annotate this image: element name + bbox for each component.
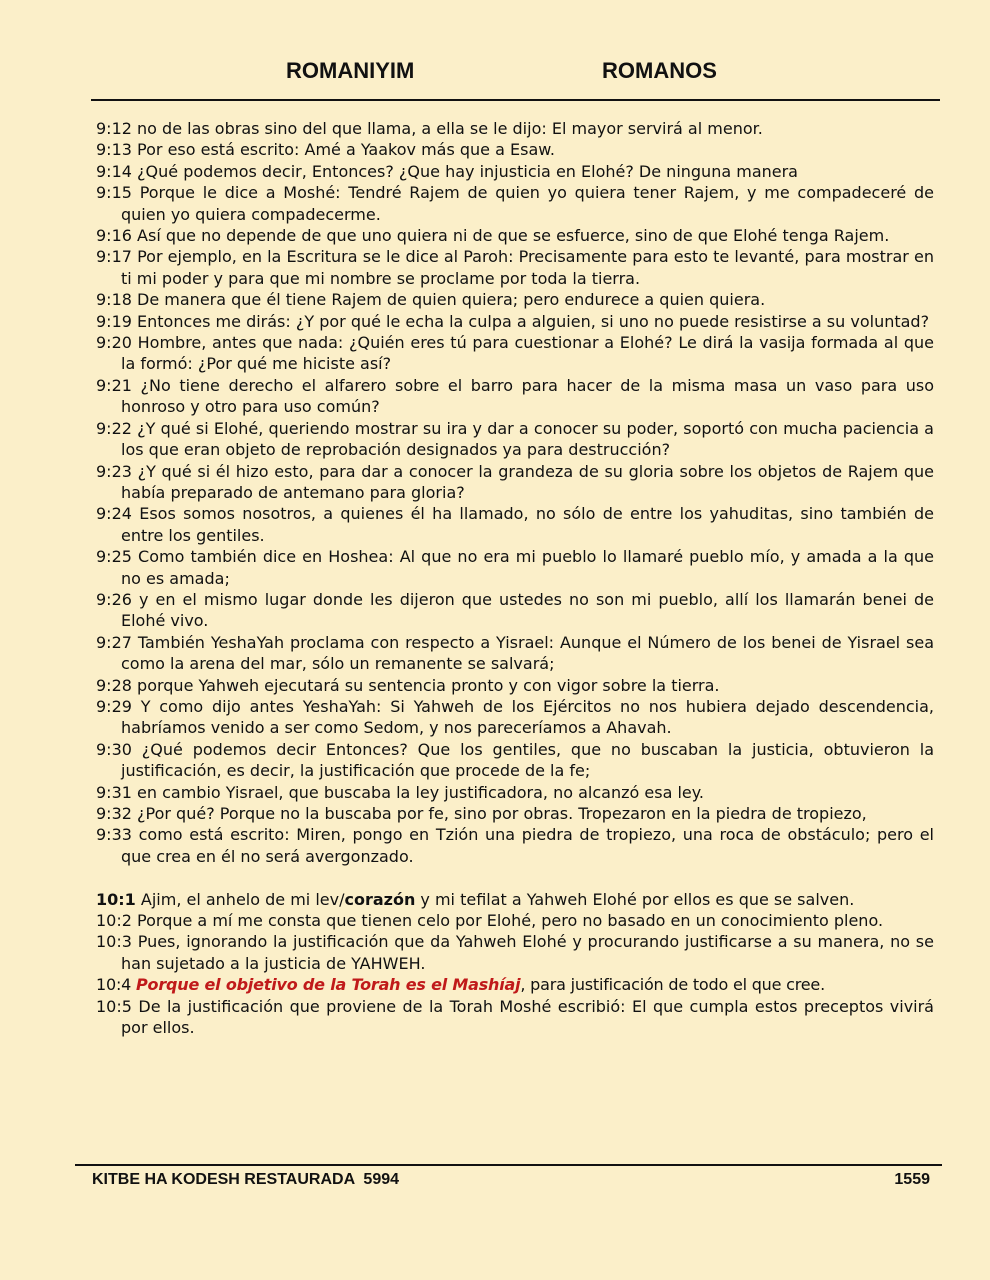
- verse-number: 9:25: [96, 547, 132, 567]
- verse-text: ¿Y qué si él hizo esto, para dar a conocer la grandeza de su gloria sobre los objetos de Rajem que había preparado de antemano para gloria?: [121, 461, 934, 502]
- verse: [96, 675, 934, 696]
- verse-text: También YeshaYah proclama con respecto a Yisrael: Aunque el Número de los benei de Yisrael sea como la arena del mar, sólo un remanente se salvará;: [121, 632, 935, 674]
- verse: [96, 332, 934, 375]
- verse-number: 9:15: [96, 183, 132, 203]
- verse: [96, 503, 934, 546]
- verse-text: y mi tefilat a Yahweh Elohé por ellos es que se salven.: [415, 889, 855, 909]
- verse: [96, 461, 934, 504]
- verse: [96, 182, 934, 225]
- verse-number: 9:32: [96, 804, 132, 823]
- scripture-text: [96, 118, 934, 1038]
- verse-text: Como también dice en Hoshea: Al que no era mi pueblo lo llamaré pueblo mío, y amada a la que no es amada;: [121, 547, 934, 588]
- footer-title: KITBE HA KODESH RESTAURADA 5994: [92, 1171, 400, 1188]
- verse: [96, 225, 934, 246]
- verse: [96, 824, 934, 867]
- verse-text: , para justificación de todo el que cree.: [520, 975, 825, 995]
- verse: [96, 974, 934, 995]
- verse-text: como está escrito: Miren, pongo en Tzión una piedra de tropiezo, una roca de obstáculo; pero el que crea en él no será avergonzado.: [121, 825, 934, 866]
- verse: [96, 589, 934, 632]
- verse-number: 9:29: [96, 696, 132, 716]
- verse: [96, 632, 934, 675]
- verse: [96, 311, 934, 332]
- verse: [96, 418, 934, 461]
- verse-text: Pues, ignorando la justificación que da Yahweh Elohé y procurando justificarse a su manera, no se han sujetado a la justicia de YAHWEH.: [121, 932, 934, 973]
- verse: [96, 803, 934, 824]
- verse-text: De la justificación que proviene de la Torah Moshé escribió: El que cumpla estos preceptos vivirá por ellos.: [121, 996, 934, 1038]
- verse-number: 9:19: [96, 311, 132, 331]
- verse-text-highlight: Porque el objetivo de la Torah es el Mashíaj: [136, 975, 521, 995]
- verse: [96, 161, 934, 182]
- verse: [96, 889, 934, 910]
- verse-number: 9:30: [96, 739, 132, 759]
- verse: [96, 696, 934, 739]
- verse-number: 9:12: [96, 119, 132, 138]
- verse-text: Ajim, el anhelo de mi lev/: [140, 889, 345, 909]
- verse: [96, 118, 934, 139]
- verse-number: 10:3: [96, 932, 132, 952]
- verse-text: Por ejemplo, en la Escritura se le dice al Paroh: Precisamente para esto te levanté, para mostrar en ti mi poder y para que mi nombre se proclame por toda la tierra.: [121, 247, 934, 288]
- verse-number: 9:28: [96, 675, 132, 695]
- verse: [96, 782, 934, 803]
- verse: [96, 739, 934, 782]
- verse-number: 9:26: [96, 589, 132, 609]
- verse-text: ¿Y qué si Elohé, queriendo mostrar su ira y dar a conocer su poder, soportó con mucha paciencia a los que eran objeto de reprobación designados ya para destrucción?: [121, 418, 934, 460]
- verse-number: 10:4: [96, 975, 132, 995]
- header-book-spanish: ROMANOS: [602, 58, 717, 83]
- verse-text-bold: corazón: [344, 889, 416, 909]
- verse-text: Esos somos nosotros, a quienes él ha llamado, no sólo de entre los yahuditas, sino también de entre los gentiles.: [121, 504, 934, 545]
- verse-number: 10:5: [96, 996, 132, 1016]
- footer-rule: [75, 1164, 942, 1166]
- verse-number: 9:23: [96, 461, 132, 481]
- verse-number: 9:27: [96, 632, 132, 652]
- verse-number: 9:24: [96, 504, 132, 524]
- verse-text: en cambio Yisrael, que buscaba la ley justificadora, no alcanzó esa ley.: [137, 782, 705, 802]
- verse-text: ¿No tiene derecho el alfarero sobre el barro para hacer de la misma masa un vaso para uso honroso y otro para uso común?: [121, 375, 934, 417]
- verse-text: Y como dijo antes YeshaYah: Si Yahweh de los Ejércitos no nos hubiera dejado descendencia, habríamos venido a ser como Sedom, y nos pareceríamos a Ahavah.: [121, 696, 935, 738]
- verse-number: 9:31: [96, 782, 132, 802]
- verse: [96, 931, 934, 974]
- verse-text: Así que no depende de que uno quiera ni de que se esfuerce, sino de que Elohé tenga Rajem.: [137, 226, 890, 246]
- header-book-hebrew: ROMANIYIM: [286, 58, 415, 83]
- verse-number: 9:14: [96, 161, 132, 181]
- verse-text: Porque a mí me consta que tienen celo por Elohé, pero no basado en un conocimiento pleno.: [137, 911, 884, 931]
- header-rule: [91, 99, 940, 101]
- verse: [96, 910, 934, 931]
- verse-number: 9:13: [96, 140, 132, 160]
- verse-text: De manera que él tiene Rajem de quien quiera; pero endurece a quien quiera.: [137, 290, 766, 310]
- verse-text: Por eso está escrito: Amé a Yaakov más que a Esaw.: [137, 140, 555, 160]
- verse-text: y en el mismo lugar donde les dijeron que ustedes no son mi pueblo, allí los llamarán benei de Elohé vivo.: [121, 589, 935, 631]
- page-header: [0, 58, 990, 90]
- chapter-verse-number: 10:1: [96, 889, 136, 909]
- verse-text: Porque le dice a Moshé: Tendré Rajem de quien yo quiera tener Rajem, y me compadeceré de quien yo quiera compadecerme.: [121, 183, 935, 224]
- verse: [96, 375, 934, 418]
- verse-text: no de las obras sino del que llama, a ella se le dijo: El mayor servirá al menor.: [137, 119, 763, 138]
- chapter-gap: [96, 867, 934, 888]
- verse-text: ¿Qué podemos decir Entonces? Que los gentiles, que no buscaban la justicia, obtuvieron la justificación, es decir, la justificación que procede de la fe;: [121, 739, 934, 781]
- verse-number: 9:17: [96, 247, 132, 267]
- verse: [96, 996, 934, 1039]
- verse-text: ¿Por qué? Porque no la buscaba por fe, sino por obras. Tropezaron en la piedra de tropiezo,: [137, 804, 867, 823]
- page-number: 1559: [894, 1171, 930, 1188]
- verse-number: 9:21: [96, 375, 132, 395]
- verse: [96, 139, 934, 160]
- verse-number: 9:22: [96, 418, 132, 438]
- verse: [96, 289, 934, 310]
- verse-text: ¿Qué podemos decir, Entonces? ¿Que hay injusticia en Elohé? De ninguna manera: [137, 161, 798, 181]
- verse-number: 9:18: [96, 290, 132, 310]
- verse-number: 9:20: [96, 333, 132, 353]
- verse-text: Hombre, antes que nada: ¿Quién eres tú para cuestionar a Elohé? Le dirá la vasija formada al que la formó: ¿Por qué me hiciste así?: [121, 333, 934, 374]
- verse-text: porque Yahweh ejecutará su sentencia pronto y con vigor sobre la tierra.: [137, 675, 720, 695]
- verse-number: 9:16: [96, 226, 132, 246]
- page-footer: [0, 1171, 990, 1195]
- verse: [96, 546, 934, 589]
- verse-number: 9:33: [96, 825, 132, 845]
- verse-text: Entonces me dirás: ¿Y por qué le echa la culpa a alguien, si uno no puede resistirse a su voluntad?: [137, 311, 930, 331]
- verse: [96, 246, 934, 289]
- verse-number: 10:2: [96, 911, 132, 931]
